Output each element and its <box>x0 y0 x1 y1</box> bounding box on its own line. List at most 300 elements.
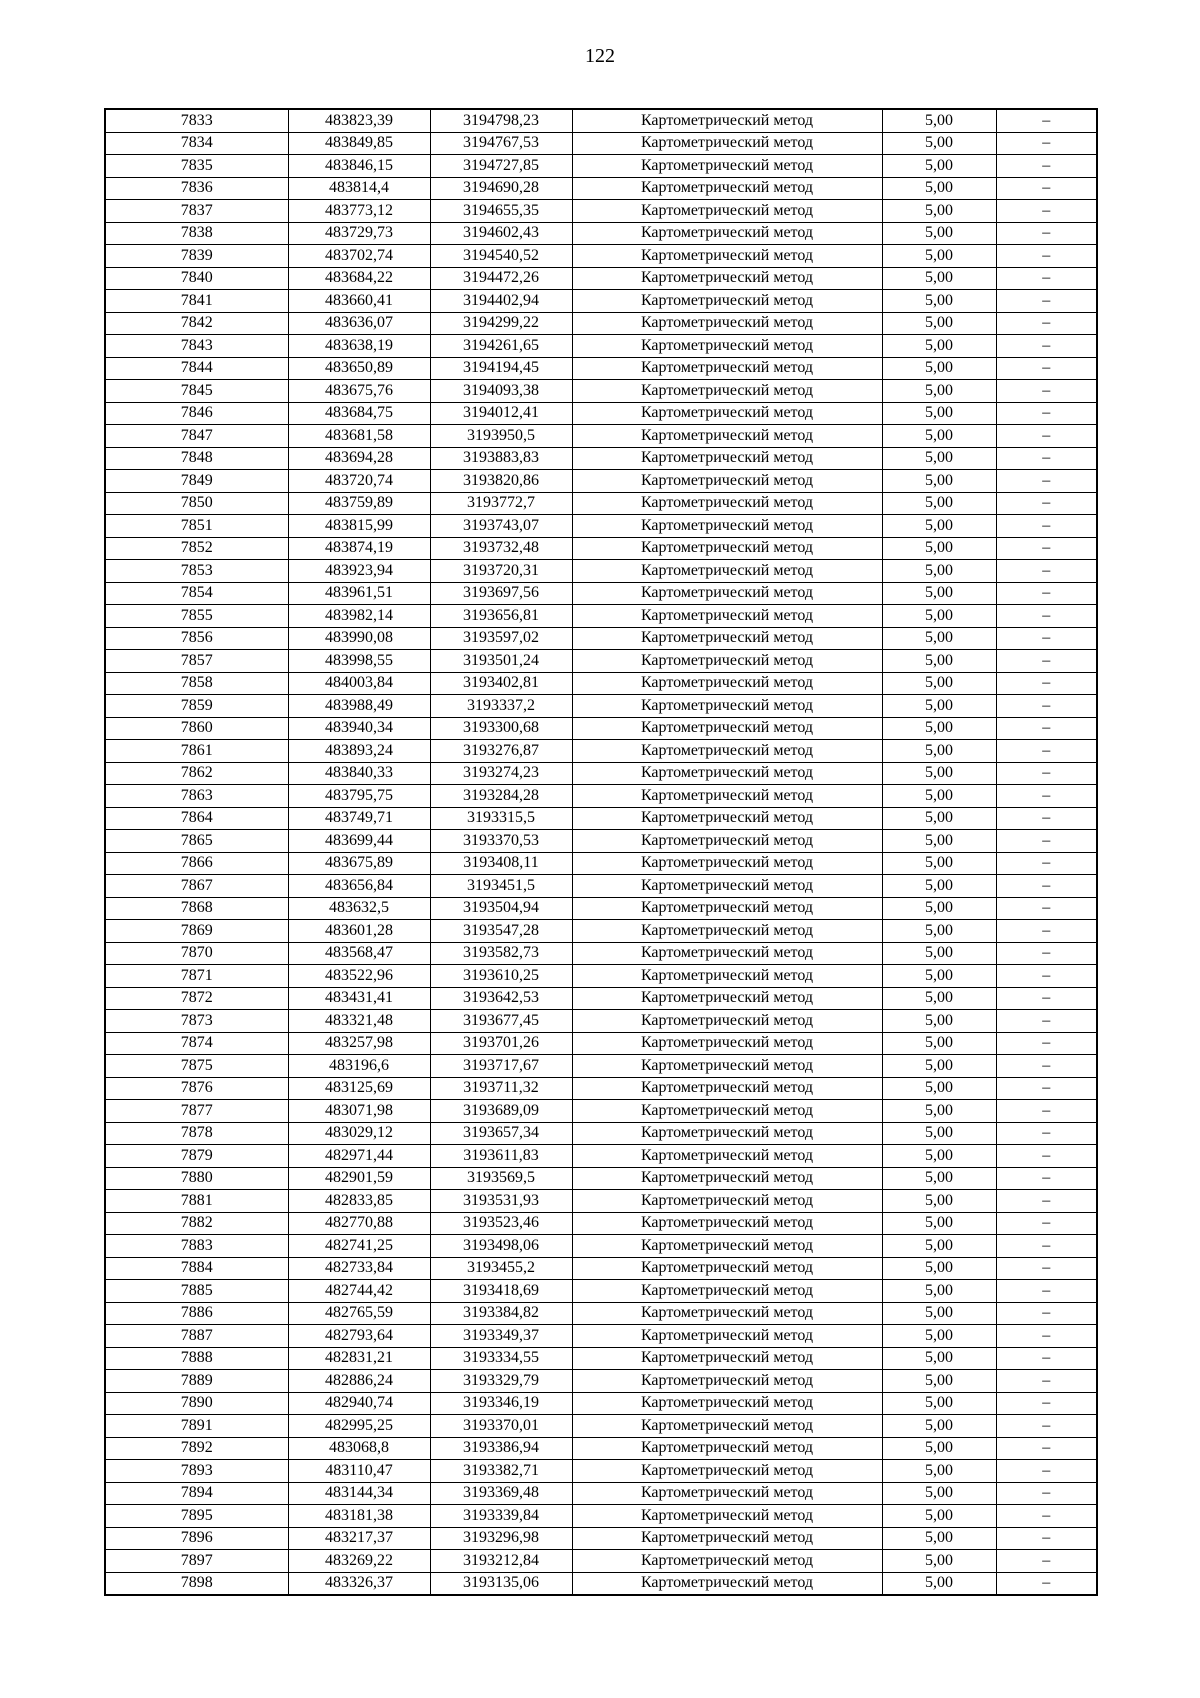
point-number-cell: 7869 <box>105 920 288 943</box>
table-row <box>105 1100 1097 1123</box>
table-row <box>105 1572 1097 1595</box>
error-cell: 5,00 <box>882 1482 996 1505</box>
table-row <box>105 852 1097 875</box>
y-coordinate-cell: 3193569,5 <box>430 1167 572 1190</box>
method-cell: Картометрический метод <box>572 695 882 718</box>
table-row <box>105 1370 1097 1393</box>
error-cell: 5,00 <box>882 1055 996 1078</box>
method-cell: Картометрический метод <box>572 447 882 470</box>
note-cell: – <box>996 627 1097 650</box>
point-number-cell: 7885 <box>105 1280 288 1303</box>
note-cell: – <box>996 425 1097 448</box>
point-number-cell: 7845 <box>105 380 288 403</box>
table-row <box>105 132 1097 155</box>
table-row <box>105 1460 1097 1483</box>
note-cell: – <box>996 1527 1097 1550</box>
y-coordinate-cell: 3193883,83 <box>430 447 572 470</box>
table-row <box>105 1280 1097 1303</box>
y-coordinate-cell: 3193402,81 <box>430 672 572 695</box>
x-coordinate-cell: 483846,15 <box>288 155 430 178</box>
x-coordinate-cell: 483814,4 <box>288 177 430 200</box>
x-coordinate-cell: 483982,14 <box>288 605 430 628</box>
y-coordinate-cell: 3193697,56 <box>430 582 572 605</box>
method-cell: Картометрический метод <box>572 965 882 988</box>
point-number-cell: 7861 <box>105 740 288 763</box>
y-coordinate-cell: 3193656,81 <box>430 605 572 628</box>
table-row <box>105 155 1097 178</box>
point-number-cell: 7833 <box>105 109 288 132</box>
point-number-cell: 7846 <box>105 402 288 425</box>
y-coordinate-cell: 3193418,69 <box>430 1280 572 1303</box>
note-cell: – <box>996 1190 1097 1213</box>
point-number-cell: 7837 <box>105 200 288 223</box>
method-cell: Картометрический метод <box>572 492 882 515</box>
point-number-cell: 7859 <box>105 695 288 718</box>
y-coordinate-cell: 3194299,22 <box>430 312 572 335</box>
y-coordinate-cell: 3193135,06 <box>430 1572 572 1595</box>
table-row <box>105 1482 1097 1505</box>
point-number-cell: 7836 <box>105 177 288 200</box>
method-cell: Картометрический метод <box>572 222 882 245</box>
table-row <box>105 942 1097 965</box>
method-cell: Картометрический метод <box>572 1415 882 1438</box>
table-row <box>105 1302 1097 1325</box>
table-row <box>105 290 1097 313</box>
y-coordinate-cell: 3193582,73 <box>430 942 572 965</box>
note-cell: – <box>996 672 1097 695</box>
y-coordinate-cell: 3193523,46 <box>430 1212 572 1235</box>
x-coordinate-cell: 483773,12 <box>288 200 430 223</box>
point-number-cell: 7876 <box>105 1077 288 1100</box>
note-cell: – <box>996 1032 1097 1055</box>
y-coordinate-cell: 3194402,94 <box>430 290 572 313</box>
error-cell: 5,00 <box>882 357 996 380</box>
x-coordinate-cell: 483675,89 <box>288 852 430 875</box>
table-row <box>105 1032 1097 1055</box>
y-coordinate-cell: 3193451,5 <box>430 875 572 898</box>
note-cell: – <box>996 1505 1097 1528</box>
method-cell: Картометрический метод <box>572 1325 882 1348</box>
y-coordinate-cell: 3193657,34 <box>430 1122 572 1145</box>
error-cell: 5,00 <box>882 267 996 290</box>
point-number-cell: 7880 <box>105 1167 288 1190</box>
page-number: 122 <box>585 45 615 67</box>
method-cell: Картометрический метод <box>572 267 882 290</box>
method-cell: Картометрический метод <box>572 290 882 313</box>
y-coordinate-cell: 3193547,28 <box>430 920 572 943</box>
table-row <box>105 380 1097 403</box>
x-coordinate-cell: 482901,59 <box>288 1167 430 1190</box>
table-row <box>105 965 1097 988</box>
x-coordinate-cell: 482770,88 <box>288 1212 430 1235</box>
error-cell: 5,00 <box>882 447 996 470</box>
error-cell: 5,00 <box>882 605 996 628</box>
error-cell: 5,00 <box>882 807 996 830</box>
error-cell: 5,00 <box>882 740 996 763</box>
table-row <box>105 1055 1097 1078</box>
note-cell: – <box>996 357 1097 380</box>
x-coordinate-cell: 482793,64 <box>288 1325 430 1348</box>
x-coordinate-cell: 483795,75 <box>288 785 430 808</box>
error-cell: 5,00 <box>882 1505 996 1528</box>
y-coordinate-cell: 3193274,23 <box>430 762 572 785</box>
method-cell: Картометрический метод <box>572 740 882 763</box>
method-cell: Картометрический метод <box>572 1257 882 1280</box>
error-cell: 5,00 <box>882 1302 996 1325</box>
error-cell: 5,00 <box>882 1550 996 1573</box>
x-coordinate-cell: 483522,96 <box>288 965 430 988</box>
table-row <box>105 177 1097 200</box>
table-row <box>105 650 1097 673</box>
method-cell: Картометрический метод <box>572 875 882 898</box>
note-cell: – <box>996 515 1097 538</box>
method-cell: Картометрический метод <box>572 425 882 448</box>
error-cell: 5,00 <box>882 470 996 493</box>
method-cell: Картометрический метод <box>572 1100 882 1123</box>
point-number-cell: 7898 <box>105 1572 288 1595</box>
table-row <box>105 897 1097 920</box>
table-row <box>105 470 1097 493</box>
table-row <box>105 582 1097 605</box>
error-cell: 5,00 <box>882 1280 996 1303</box>
y-coordinate-cell: 3193296,98 <box>430 1527 572 1550</box>
x-coordinate-cell: 482831,21 <box>288 1347 430 1370</box>
x-coordinate-cell: 483568,47 <box>288 942 430 965</box>
method-cell: Картометрический метод <box>572 1392 882 1415</box>
error-cell: 5,00 <box>882 1145 996 1168</box>
x-coordinate-cell: 483988,49 <box>288 695 430 718</box>
error-cell: 5,00 <box>882 155 996 178</box>
table-row <box>105 447 1097 470</box>
x-coordinate-cell: 483684,22 <box>288 267 430 290</box>
table-row <box>105 605 1097 628</box>
point-number-cell: 7893 <box>105 1460 288 1483</box>
table-row <box>105 425 1097 448</box>
x-coordinate-cell: 483321,48 <box>288 1010 430 1033</box>
error-cell: 5,00 <box>882 312 996 335</box>
y-coordinate-cell: 3193284,28 <box>430 785 572 808</box>
error-cell: 5,00 <box>882 1190 996 1213</box>
x-coordinate-cell: 483694,28 <box>288 447 430 470</box>
x-coordinate-cell: 483940,34 <box>288 717 430 740</box>
x-coordinate-cell: 483431,41 <box>288 987 430 1010</box>
point-number-cell: 7856 <box>105 627 288 650</box>
note-cell: – <box>996 109 1097 132</box>
point-number-cell: 7877 <box>105 1100 288 1123</box>
note-cell: – <box>996 447 1097 470</box>
coordinates-table-body <box>105 109 1097 1595</box>
note-cell: – <box>996 717 1097 740</box>
note-cell: – <box>996 987 1097 1010</box>
point-number-cell: 7887 <box>105 1325 288 1348</box>
point-number-cell: 7895 <box>105 1505 288 1528</box>
error-cell: 5,00 <box>882 492 996 515</box>
x-coordinate-cell: 483636,07 <box>288 312 430 335</box>
error-cell: 5,00 <box>882 672 996 695</box>
method-cell: Картометрический метод <box>572 1122 882 1145</box>
y-coordinate-cell: 3194093,38 <box>430 380 572 403</box>
x-coordinate-cell: 483660,41 <box>288 290 430 313</box>
method-cell: Картометрический метод <box>572 1505 882 1528</box>
error-cell: 5,00 <box>882 380 996 403</box>
table-row <box>105 762 1097 785</box>
point-number-cell: 7840 <box>105 267 288 290</box>
error-cell: 5,00 <box>882 560 996 583</box>
x-coordinate-cell: 483990,08 <box>288 627 430 650</box>
method-cell: Картометрический метод <box>572 402 882 425</box>
x-coordinate-cell: 482971,44 <box>288 1145 430 1168</box>
method-cell: Картометрический метод <box>572 200 882 223</box>
error-cell: 5,00 <box>882 830 996 853</box>
error-cell: 5,00 <box>882 1572 996 1595</box>
error-cell: 5,00 <box>882 1437 996 1460</box>
table-row <box>105 627 1097 650</box>
method-cell: Картометрический метод <box>572 1527 882 1550</box>
point-number-cell: 7847 <box>105 425 288 448</box>
y-coordinate-cell: 3193689,09 <box>430 1100 572 1123</box>
point-number-cell: 7889 <box>105 1370 288 1393</box>
x-coordinate-cell: 483702,74 <box>288 245 430 268</box>
method-cell: Картометрический метод <box>572 357 882 380</box>
x-coordinate-cell: 483068,8 <box>288 1437 430 1460</box>
point-number-cell: 7864 <box>105 807 288 830</box>
table-row <box>105 1190 1097 1213</box>
note-cell: – <box>996 312 1097 335</box>
y-coordinate-cell: 3194012,41 <box>430 402 572 425</box>
table-row <box>105 1077 1097 1100</box>
x-coordinate-cell: 483181,38 <box>288 1505 430 1528</box>
table-row <box>105 1145 1097 1168</box>
y-coordinate-cell: 3193329,79 <box>430 1370 572 1393</box>
note-cell: – <box>996 335 1097 358</box>
table-row <box>105 200 1097 223</box>
table-row <box>105 1257 1097 1280</box>
y-coordinate-cell: 3193386,94 <box>430 1437 572 1460</box>
point-number-cell: 7842 <box>105 312 288 335</box>
note-cell: – <box>996 222 1097 245</box>
point-number-cell: 7896 <box>105 1527 288 1550</box>
x-coordinate-cell: 482744,42 <box>288 1280 430 1303</box>
table-row <box>105 920 1097 943</box>
point-number-cell: 7852 <box>105 537 288 560</box>
y-coordinate-cell: 3193501,24 <box>430 650 572 673</box>
note-cell: – <box>996 1055 1097 1078</box>
method-cell: Картометрический метод <box>572 1190 882 1213</box>
error-cell: 5,00 <box>882 650 996 673</box>
x-coordinate-cell: 483071,98 <box>288 1100 430 1123</box>
method-cell: Картометрический метод <box>572 852 882 875</box>
point-number-cell: 7884 <box>105 1257 288 1280</box>
note-cell: – <box>996 1460 1097 1483</box>
table-row <box>105 402 1097 425</box>
y-coordinate-cell: 3193300,68 <box>430 717 572 740</box>
x-coordinate-cell: 483217,37 <box>288 1527 430 1550</box>
table-row <box>105 807 1097 830</box>
x-coordinate-cell: 483720,74 <box>288 470 430 493</box>
table-row <box>105 785 1097 808</box>
error-cell: 5,00 <box>882 627 996 650</box>
table-row <box>105 1212 1097 1235</box>
note-cell: – <box>996 852 1097 875</box>
x-coordinate-cell: 483923,94 <box>288 560 430 583</box>
point-number-cell: 7850 <box>105 492 288 515</box>
method-cell: Картометрический метод <box>572 807 882 830</box>
table-row <box>105 672 1097 695</box>
y-coordinate-cell: 3193349,37 <box>430 1325 572 1348</box>
error-cell: 5,00 <box>882 717 996 740</box>
x-coordinate-cell: 483125,69 <box>288 1077 430 1100</box>
x-coordinate-cell: 483699,44 <box>288 830 430 853</box>
note-cell: – <box>996 942 1097 965</box>
point-number-cell: 7841 <box>105 290 288 313</box>
method-cell: Картометрический метод <box>572 650 882 673</box>
point-number-cell: 7894 <box>105 1482 288 1505</box>
note-cell: – <box>996 1325 1097 1348</box>
y-coordinate-cell: 3194194,45 <box>430 357 572 380</box>
table-row <box>105 717 1097 740</box>
method-cell: Картометрический метод <box>572 785 882 808</box>
error-cell: 5,00 <box>882 1415 996 1438</box>
method-cell: Картометрический метод <box>572 312 882 335</box>
y-coordinate-cell: 3193610,25 <box>430 965 572 988</box>
x-coordinate-cell: 483269,22 <box>288 1550 430 1573</box>
table-row <box>105 1392 1097 1415</box>
x-coordinate-cell: 483823,39 <box>288 109 430 132</box>
x-coordinate-cell: 483656,84 <box>288 875 430 898</box>
x-coordinate-cell: 483681,58 <box>288 425 430 448</box>
method-cell: Картометрический метод <box>572 717 882 740</box>
y-coordinate-cell: 3193772,7 <box>430 492 572 515</box>
error-cell: 5,00 <box>882 965 996 988</box>
point-number-cell: 7892 <box>105 1437 288 1460</box>
note-cell: – <box>996 132 1097 155</box>
point-number-cell: 7857 <box>105 650 288 673</box>
point-number-cell: 7882 <box>105 1212 288 1235</box>
note-cell: – <box>996 177 1097 200</box>
point-number-cell: 7879 <box>105 1145 288 1168</box>
error-cell: 5,00 <box>882 695 996 718</box>
note-cell: – <box>996 830 1097 853</box>
y-coordinate-cell: 3193701,26 <box>430 1032 572 1055</box>
note-cell: – <box>996 470 1097 493</box>
x-coordinate-cell: 483998,55 <box>288 650 430 673</box>
y-coordinate-cell: 3193732,48 <box>430 537 572 560</box>
error-cell: 5,00 <box>882 875 996 898</box>
coordinates-table <box>104 108 1098 1596</box>
note-cell: – <box>996 740 1097 763</box>
y-coordinate-cell: 3193369,48 <box>430 1482 572 1505</box>
note-cell: – <box>996 537 1097 560</box>
x-coordinate-cell: 483759,89 <box>288 492 430 515</box>
point-number-cell: 7849 <box>105 470 288 493</box>
note-cell: – <box>996 605 1097 628</box>
y-coordinate-cell: 3193597,02 <box>430 627 572 650</box>
table-row <box>105 740 1097 763</box>
x-coordinate-cell: 483961,51 <box>288 582 430 605</box>
y-coordinate-cell: 3193611,83 <box>430 1145 572 1168</box>
method-cell: Картометрический метод <box>572 1302 882 1325</box>
y-coordinate-cell: 3193370,53 <box>430 830 572 853</box>
table-row <box>105 1505 1097 1528</box>
point-number-cell: 7874 <box>105 1032 288 1055</box>
note-cell: – <box>996 1235 1097 1258</box>
error-cell: 5,00 <box>882 177 996 200</box>
error-cell: 5,00 <box>882 1010 996 1033</box>
point-number-cell: 7843 <box>105 335 288 358</box>
y-coordinate-cell: 3193346,19 <box>430 1392 572 1415</box>
error-cell: 5,00 <box>882 200 996 223</box>
note-cell: – <box>996 267 1097 290</box>
table-row <box>105 1437 1097 1460</box>
x-coordinate-cell: 482765,59 <box>288 1302 430 1325</box>
method-cell: Картометрический метод <box>572 1055 882 1078</box>
point-number-cell: 7835 <box>105 155 288 178</box>
note-cell: – <box>996 155 1097 178</box>
y-coordinate-cell: 3193408,11 <box>430 852 572 875</box>
y-coordinate-cell: 3193315,5 <box>430 807 572 830</box>
table-row <box>105 537 1097 560</box>
method-cell: Картометрический метод <box>572 987 882 1010</box>
y-coordinate-cell: 3193339,84 <box>430 1505 572 1528</box>
error-cell: 5,00 <box>882 109 996 132</box>
note-cell: – <box>996 875 1097 898</box>
table-row <box>105 245 1097 268</box>
error-cell: 5,00 <box>882 402 996 425</box>
x-coordinate-cell: 482940,74 <box>288 1392 430 1415</box>
error-cell: 5,00 <box>882 132 996 155</box>
method-cell: Картометрический метод <box>572 1572 882 1595</box>
method-cell: Картометрический метод <box>572 245 882 268</box>
table-row <box>105 875 1097 898</box>
point-number-cell: 7868 <box>105 897 288 920</box>
point-number-cell: 7878 <box>105 1122 288 1145</box>
method-cell: Картометрический метод <box>572 335 882 358</box>
note-cell: – <box>996 965 1097 988</box>
method-cell: Картометрический метод <box>572 1212 882 1235</box>
method-cell: Картометрический метод <box>572 132 882 155</box>
note-cell: – <box>996 1302 1097 1325</box>
method-cell: Картометрический метод <box>572 1370 882 1393</box>
error-cell: 5,00 <box>882 1347 996 1370</box>
method-cell: Картометрический метод <box>572 920 882 943</box>
point-number-cell: 7862 <box>105 762 288 785</box>
error-cell: 5,00 <box>882 942 996 965</box>
y-coordinate-cell: 3193455,2 <box>430 1257 572 1280</box>
method-cell: Картометрический метод <box>572 560 882 583</box>
error-cell: 5,00 <box>882 1370 996 1393</box>
y-coordinate-cell: 3193504,94 <box>430 897 572 920</box>
table-row <box>105 267 1097 290</box>
error-cell: 5,00 <box>882 245 996 268</box>
method-cell: Картометрический метод <box>572 1032 882 1055</box>
table-row <box>105 1122 1097 1145</box>
note-cell: – <box>996 897 1097 920</box>
note-cell: – <box>996 762 1097 785</box>
y-coordinate-cell: 3194602,43 <box>430 222 572 245</box>
note-cell: – <box>996 492 1097 515</box>
note-cell: – <box>996 1370 1097 1393</box>
note-cell: – <box>996 1572 1097 1595</box>
x-coordinate-cell: 483684,75 <box>288 402 430 425</box>
point-number-cell: 7875 <box>105 1055 288 1078</box>
error-cell: 5,00 <box>882 1212 996 1235</box>
x-coordinate-cell: 483632,5 <box>288 897 430 920</box>
error-cell: 5,00 <box>882 1100 996 1123</box>
point-number-cell: 7871 <box>105 965 288 988</box>
x-coordinate-cell: 483326,37 <box>288 1572 430 1595</box>
point-number-cell: 7863 <box>105 785 288 808</box>
y-coordinate-cell: 3193212,84 <box>430 1550 572 1573</box>
